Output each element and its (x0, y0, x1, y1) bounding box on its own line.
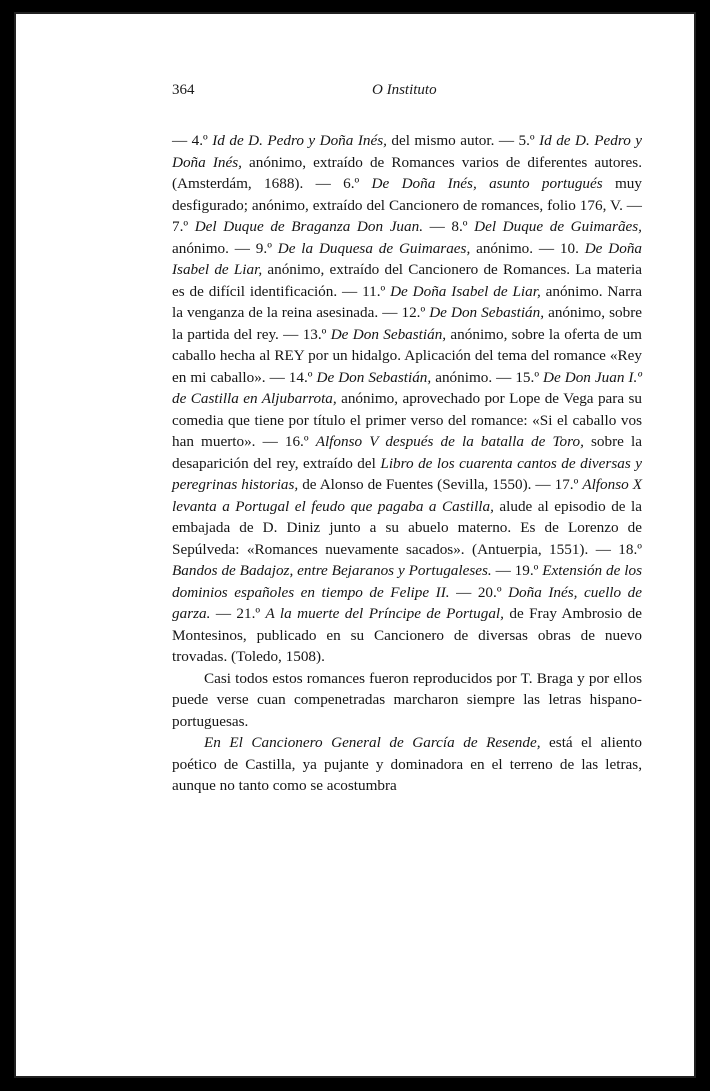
text-run: del mismo autor. — 5.º (386, 132, 540, 149)
text-run: anónimo, aprovechado por Lope de Vega para su comedia que tiene por título el primer verso del romance: «Si el caballo vos han muerto». — 16.º (172, 390, 642, 450)
running-title: O Instituto (372, 82, 437, 98)
italic-title-run: Id de D. Pedro y Doña Inés, (172, 132, 643, 171)
text-run: anónimo. Narra la venganza de la reina asesinada. — 12.º (172, 282, 642, 321)
text-run: de Fray Ambrosio de Montesinos, publicado en su Cancionero de diversas obras de nuevo trovadas. (Toledo, 1508). (172, 605, 642, 665)
italic-title-run: De Don Sebastián, (429, 304, 545, 321)
italic-title-run: De la Duquesa de Guimaraes, (277, 239, 471, 257)
italic-title-run: Del Duque de Guimarães, (474, 218, 642, 235)
italic-title-run: De Don Juan I.º de Castilla en Aljubarrota, (172, 368, 642, 407)
text-run: — 8.º (423, 218, 475, 235)
text-run: — 21.º (210, 605, 266, 622)
text-run: sobre la desaparición del rey, extraído del (172, 433, 642, 472)
paragraph-braga (172, 668, 642, 733)
text-run: anónimo, extraído de Romances varios de diferentes autores. (Amsterdám, 1688). — 6.º (172, 153, 642, 192)
italic-title-run: Extensión de los dominios españoles en tiempo de Felipe II. (172, 562, 642, 601)
italic-title-run: Alfonso X levanta a Portugal el feudo que pagaba a Castilla, (172, 476, 642, 515)
page-header (172, 82, 642, 104)
italic-title-run: De Don Sebastián, (330, 325, 447, 343)
body-text (172, 130, 642, 797)
italic-title-run: De Doña Isabel de Liar, (390, 282, 541, 300)
paragraph-romance-list (172, 130, 642, 668)
italic-title-run: De Doña Inés, asunto portugués (371, 175, 603, 192)
text-run: anónimo, sobre la partida del rey. — 13.º (172, 304, 642, 343)
text-run: anónimo, extraído del Cancionero de Romances. La materia es de difícil identificación. — 11.º (172, 261, 643, 300)
text-run: — 4.º (172, 132, 213, 149)
text-run: Casi todos estos romances fueron reproducidos por T. Braga y por ellos puede verse cuan compenetradas marcharon siempre las letras hispano-portuguesas. (172, 669, 642, 730)
text-run: muy desfigurado; anónimo, extraído del Cancionero de romances, folio 176, V. — 7.º (172, 175, 642, 235)
italic-title-run: Libro de los cuarenta cantos de diversas y peregrinas historias, (172, 454, 642, 493)
paragraph-resende (172, 732, 642, 797)
italic-title-run: En El Cancionero General de García de Resende, (204, 734, 541, 751)
text-run: anónimo. — 15.º (431, 368, 544, 386)
italic-title-run: De Don Sebastián, (316, 368, 432, 386)
text-run: anónimo. — 10. (470, 239, 585, 257)
italic-title-run: Doña Inés, cuello de garza. (172, 583, 642, 622)
book-page (14, 12, 696, 1078)
italic-title-run: Id de D. Pedro y Doña Inés, (212, 132, 387, 149)
text-run: — 20.º (449, 583, 509, 601)
italic-title-run: Bandos de Badajoz, entre Bejaranos y Portugaleses. (172, 562, 492, 579)
page-number: 364 (172, 82, 195, 98)
text-run: anónimo, sobre la oferta de um caballo hecha al REY por un hidalgo. Aplicación del tema del romance «Rey en mi caballo». — 14.º (172, 325, 642, 386)
text-run: — 19.º (491, 562, 543, 579)
text-run: anónimo. — 9.º (172, 239, 278, 257)
italic-title-run: Del Duque de Braganza Don Juan. (194, 218, 424, 235)
italic-title-run: De Doña Isabel de Liar, (172, 239, 643, 278)
text-run: de Alonso de Fuentes (Sevilla, 1550). — 17.º (298, 476, 583, 493)
italic-title-run: Alfonso V después de la batalla de Toro, (315, 433, 584, 450)
text-run: alude al episodio de la embajada de D. Diniz junto a su abuelo materno. Es de Lorenzo de Sepúlveda: «Romances nuevamente sacados». (Antuerpia, 1551). — 18.º (172, 497, 642, 558)
italic-title-run: A la muerte del Príncipe de Portugal, (265, 605, 504, 622)
text-run: está el aliento poético de Castilla, ya pujante y dominadora en el terreno de las letras, aunque no tanto como se acostumbra (172, 734, 643, 794)
